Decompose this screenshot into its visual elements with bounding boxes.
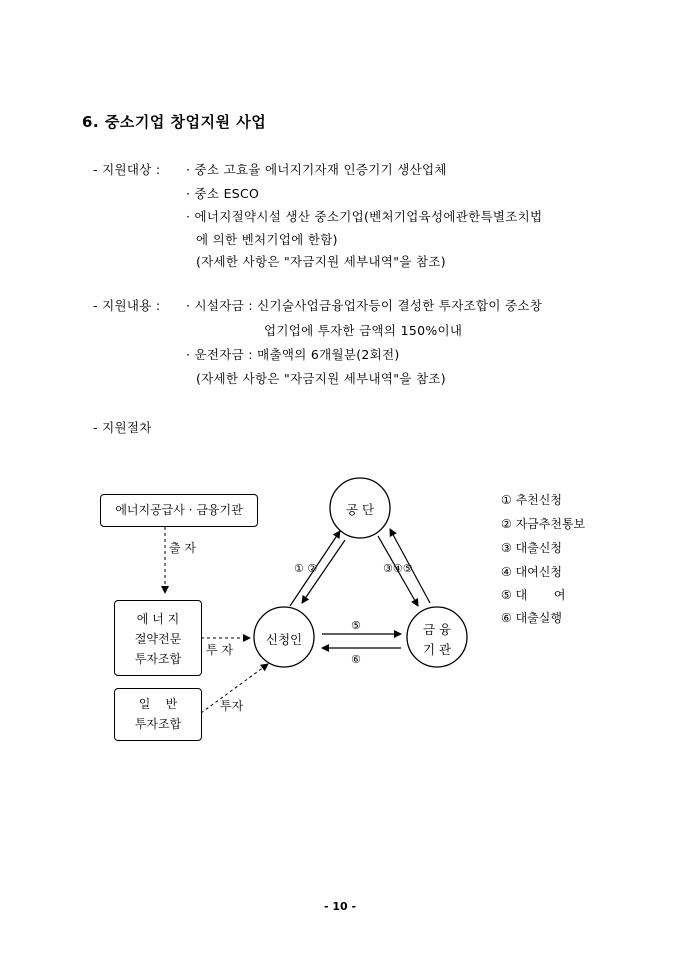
content-label: - 지원내용 : xyxy=(93,298,161,313)
corp-node-label: 공 단 xyxy=(345,502,375,517)
target-item: 에 의한 벤처기업에 한함) xyxy=(196,232,338,247)
applicant-node-label: 신청인 xyxy=(265,632,303,647)
legend-item: ③ 대출신청 xyxy=(501,541,562,555)
fund-box-line: 에 너 지 xyxy=(136,612,180,626)
target-note: (자세한 사항은 "자금지원 세부내역"을 참조) xyxy=(196,254,446,269)
legend-item: ⑤ 대 여 xyxy=(501,588,566,602)
investment-label: 출 자 xyxy=(169,541,196,555)
section-title: 6. 중소기업 창업지원 사업 xyxy=(82,113,267,131)
content-note: (자세한 사항은 "자금지원 세부내역"을 참조) xyxy=(196,371,446,386)
fund-box xyxy=(114,600,202,676)
bank-node-label: 기 관 xyxy=(422,642,452,657)
step-left: ① ② xyxy=(294,562,318,575)
page-number: - 10 - xyxy=(323,900,357,913)
fund-box-line: 투자조합 xyxy=(134,652,182,666)
legend-item: ① 추천신청 xyxy=(501,493,562,507)
supplier-box: 에너지공급사 · 금융기관 xyxy=(100,494,258,527)
step-bottom: ⑥ xyxy=(351,653,361,666)
legend-item: ④ 대여신청 xyxy=(501,565,562,579)
general-invest-label: 투자 xyxy=(220,699,244,713)
fund-invest-label: 투 자 xyxy=(206,643,233,657)
step-right: ③④⑤ xyxy=(383,562,413,575)
content-item: · 시설자금 : 신기술사업금융업자등이 결성한 투자조합이 중소창 xyxy=(186,298,543,313)
general-box-line: 투자조합 xyxy=(134,717,182,731)
fund-box-line: 절약전문 xyxy=(134,632,182,646)
procedure-label: - 지원절차 xyxy=(93,420,152,435)
general-fund-box xyxy=(114,688,202,741)
target-item: · 중소 ESCO xyxy=(186,186,260,201)
target-item: · 에너지절약시설 생산 중소기업(벤처기업육성에관한특별조치법 xyxy=(186,209,543,224)
content-item: · 운전자금 : 매출액의 6개월분(2회전) xyxy=(186,347,400,362)
legend-item: ② 자금추천통보 xyxy=(501,517,586,531)
legend-item: ⑥ 대출실행 xyxy=(501,611,562,625)
general-box-line: 일 반 xyxy=(138,697,178,711)
target-item: · 중소 고효율 에너지기자재 인증기기 생산업체 xyxy=(186,162,447,177)
step-top: ⑤ xyxy=(351,619,361,632)
bank-node-label: 금 융 xyxy=(422,622,452,637)
content-item: 업기업에 투자한 금액의 150%이내 xyxy=(264,323,463,338)
target-label: - 지원대상 : xyxy=(93,162,161,177)
